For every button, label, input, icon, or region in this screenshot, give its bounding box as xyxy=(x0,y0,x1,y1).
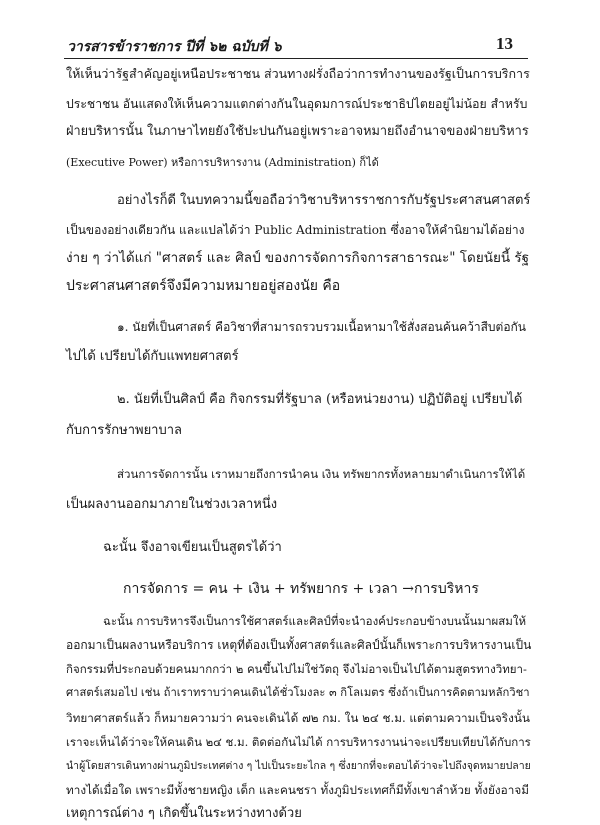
text-line: ส่วนการจัดการนั้น เราหมายถึงการนำคน เงิน ทรัพยากรทั้งหลายมาดำเนินการให้ได้ xyxy=(117,467,526,481)
text-line: ประชาชน อันแสดงให้เห็นความแตกต่างกันในอุดมการณ์ประชาธิปไตยอยู่ไม่น้อย สำหรับ xyxy=(66,97,528,111)
text-line: ๑. นัยที่เป็นศาสตร์ คือวิชาที่สามารถรวบรวมเนื้อหามาใช้สั่งสอนค้นคว้าสืบต่อกัน xyxy=(117,320,527,334)
text-line: ศาสตร์เสมอไป เช่น ถ้าเราทราบว่าคนเดินได้ชั่วโมงละ ๓ กิโลเมตร ซึ่งถ้าเป็นการคิดตามหลักวิชา xyxy=(66,686,530,699)
text-line: ประศาสนศาสตร์จึงมีความหมายอยู่สองนัย คือ xyxy=(66,278,341,294)
text-line: ๒. นัยที่เป็นศิลป์ คือ กิจกรรมที่รัฐบาล (หรือหน่วยงาน) ปฏิบัติอยู่ เปรียบได้ xyxy=(117,392,523,407)
text-line: ง่าย ๆ ว่าได้แก่ "ศาสตร์ และ ศิลป์ ของการจัดการกิจการสาธารณะ" โดยนัยนี้ รัฐ xyxy=(66,250,530,266)
text-line: เป็นผลงานออกมาภายในช่วงเวลาหนึ่ง xyxy=(66,497,278,512)
page-number: 13 xyxy=(496,34,513,53)
text-line: เหตุการณ์ต่าง ๆ เกิดขึ้นในระหว่างทางด้วย xyxy=(66,806,302,821)
text-line: วิทยาศาสตร์แล้ว ก็หมายความว่า คนจะเดินได้ ๗๒ กม. ใน ๒๔ ช.ม. แต่ตามความเป็นจริงนั้น xyxy=(66,711,530,725)
text-line: ฉะนั้น จึงอาจเขียนเป็นสูตรได้ว่า xyxy=(103,540,282,555)
text-line: ฝ่ายบริหารนั้น ในภาษาไทยยังใช้ปะปนกันอยู่เพราะอาจหมายถึงอำนาจของฝ่ายบริหาร xyxy=(66,124,529,139)
text-line: ออกมาเป็นผลงานหรือบริการ เหตุที่ต้องเป็นทั้งศาสตร์และศิลป์นั้นก็เพราะการบริหารงานเป็น xyxy=(66,638,532,652)
text-line: กับการรักษาพยาบาล xyxy=(66,423,183,438)
text-line: ให้เห็นว่ารัฐสำคัญอยู่เหนือประชาชน ส่วนทางฝรั่งถือว่าการทำงานของรัฐเป็นการบริการ xyxy=(66,66,530,81)
text-line: (Executive Power) หรือการบริหารงาน (Administration) ก็ได้ xyxy=(66,156,379,169)
text-line: ฉะนั้น การบริหารจึงเป็นการใช้ศาสตร์และศิลป์ที่จะนำองค์ประกอบข้างบนนั้นมาผสมให้ xyxy=(103,614,527,628)
text-line: เป็นของอย่างเดียวกัน และแปลได้ว่า Public Administration ซึ่งอาจให้คำนิยามได้อย่าง xyxy=(66,223,525,237)
journal-header: วารสารข้าราชการ ปีที่ ๖๒ ฉบับที่ ๖ xyxy=(67,39,282,55)
text-line: เราจะเห็นได้ว่าจะให้คนเดิน ๒๔ ช.ม. ติดต่อกันไม่ได้ การบริหารงานน่าจะเปรียบเทียบได้กับการ xyxy=(66,735,531,749)
text-line: อย่างไรก็ดี ในบทความนี้ขอถือว่าวิชาบริหารราชการกับรัฐประศาสนศาสตร์ xyxy=(117,193,531,208)
text-line: ไปได้ เปรียบได้กับแพทยศาสตร์ xyxy=(66,349,239,364)
header-rule xyxy=(64,58,528,59)
text-line: กิจกรรมที่ประกอบด้วยคนมากกว่า ๒ คนขึ้นไปไม่ใช่วัตถุ จึงไม่อาจเป็นไปได้ตามสูตรทางวิทยา- xyxy=(66,662,527,676)
text-line: ทางได้เมื่อใด เพราะมีทั้งชายหญิง เด็ก และคนชรา ทั้งภูมิประเทศก็มีทั้งเขาลำห้วย ทั้งยังอาจมี xyxy=(66,783,529,797)
text-line: นำผู้โดยสารเดินทางผ่านภูมิประเทศต่าง ๆ ไปเป็นระยะไกล ๆ ซึ่งยากที่จะตอบได้ว่าจะไปถึงจุดหมายปลาย xyxy=(66,760,531,772)
management-formula: การจัดการ = คน + เงิน + ทรัพยากร + เวลา →การบริหาร xyxy=(123,581,479,597)
